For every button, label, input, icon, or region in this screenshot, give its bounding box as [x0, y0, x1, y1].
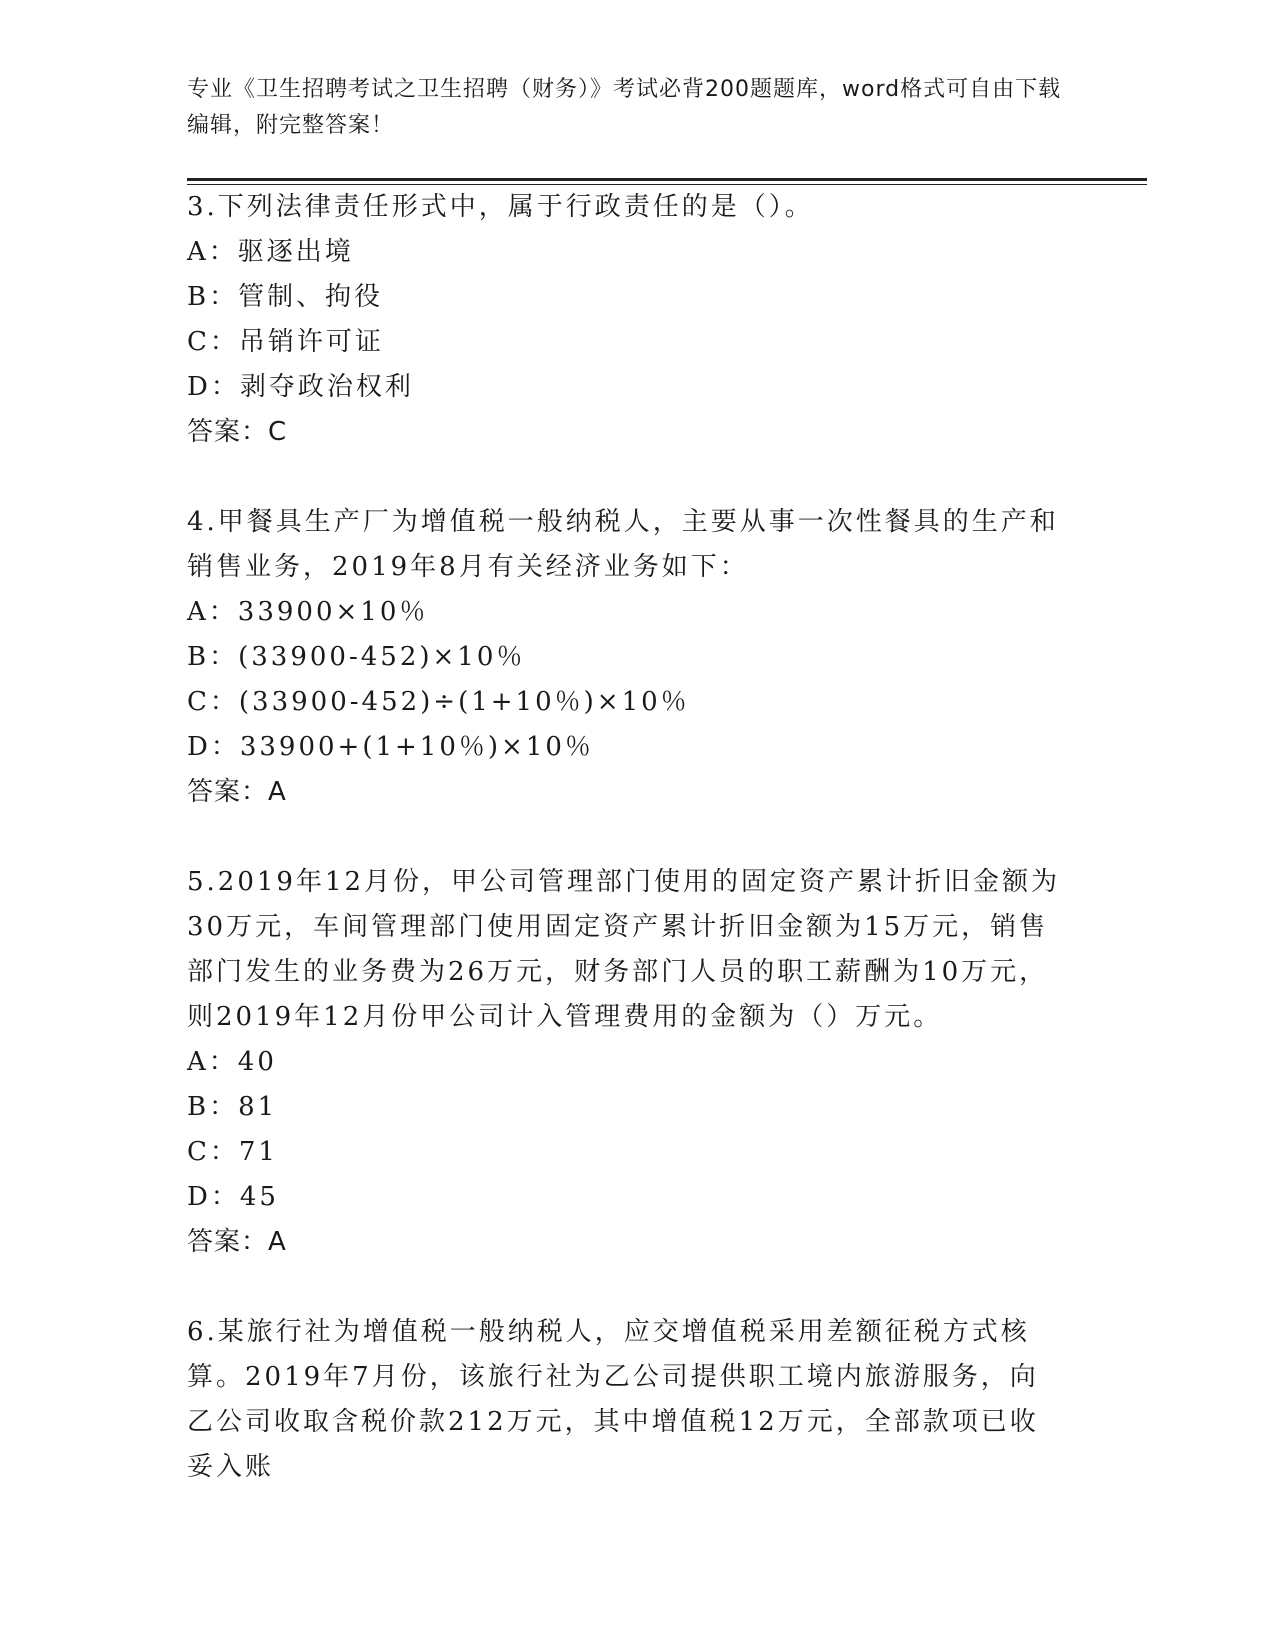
- question-stem: 4.甲餐具生产厂为增值税一般纳税人，主要从事一次性餐具的生产和销售业务，2019年8月有关经济业务如下：: [187, 507, 1059, 582]
- question-stem: 6.某旅行社为增值税一般纳税人，应交增值税采用差额征税方式核算。2019年7月份，该旅行社为乙公司提供职工境内旅游服务，向乙公司收取含税价款212万元，其中增值税12万元，全部款项已收妥入账: [187, 1317, 1039, 1482]
- option-b: B：81: [187, 1092, 278, 1122]
- option-b: B：管制、拘役: [187, 282, 384, 312]
- document-page: [187, 72, 1147, 1490]
- answer-line: 答案：C: [187, 417, 288, 447]
- answer-line: 答案：A: [187, 1227, 287, 1257]
- option-a: A：33900×10％: [187, 597, 429, 627]
- question-6: [187, 1310, 1147, 1490]
- question-4: [187, 500, 1147, 815]
- question-stem: 3.下列法律责任形式中，属于行政责任的是（）。: [187, 192, 814, 222]
- option-d: D：45: [187, 1182, 279, 1212]
- option-a: A：驱逐出境: [187, 237, 354, 267]
- answer-line: 答案：A: [187, 777, 287, 807]
- question-5: [187, 860, 1147, 1265]
- option-c: C：吊销许可证: [187, 327, 384, 357]
- option-a: A：40: [187, 1047, 277, 1077]
- option-c: C：71: [187, 1137, 278, 1167]
- option-b: B：(33900-452)×10％: [187, 642, 526, 672]
- option-d: D：剥夺政治权利: [187, 372, 414, 402]
- question-stem: 5.2019年12月份，甲公司管理部门使用的固定资产累计折旧金额为30万元，车间管理部门使用固定资产累计折旧金额为15万元，销售部门发生的业务费为26万元，财务部门人员的职工薪酬为10万元，则2019年12月份甲公司计入管理费用的金额为（）万元。: [187, 867, 1061, 1032]
- header-divider: [187, 178, 1147, 185]
- option-d: D：33900+(1+10％)×10％: [187, 732, 594, 762]
- option-c: C：(33900-452)÷(1+10％)×10％: [187, 687, 690, 717]
- document-header: 专业《卫生招聘考试之卫生招聘（财务）》考试必背200题题库，word格式可自由下载编辑，附完整答案！: [187, 77, 1062, 138]
- question-3: [187, 185, 1147, 455]
